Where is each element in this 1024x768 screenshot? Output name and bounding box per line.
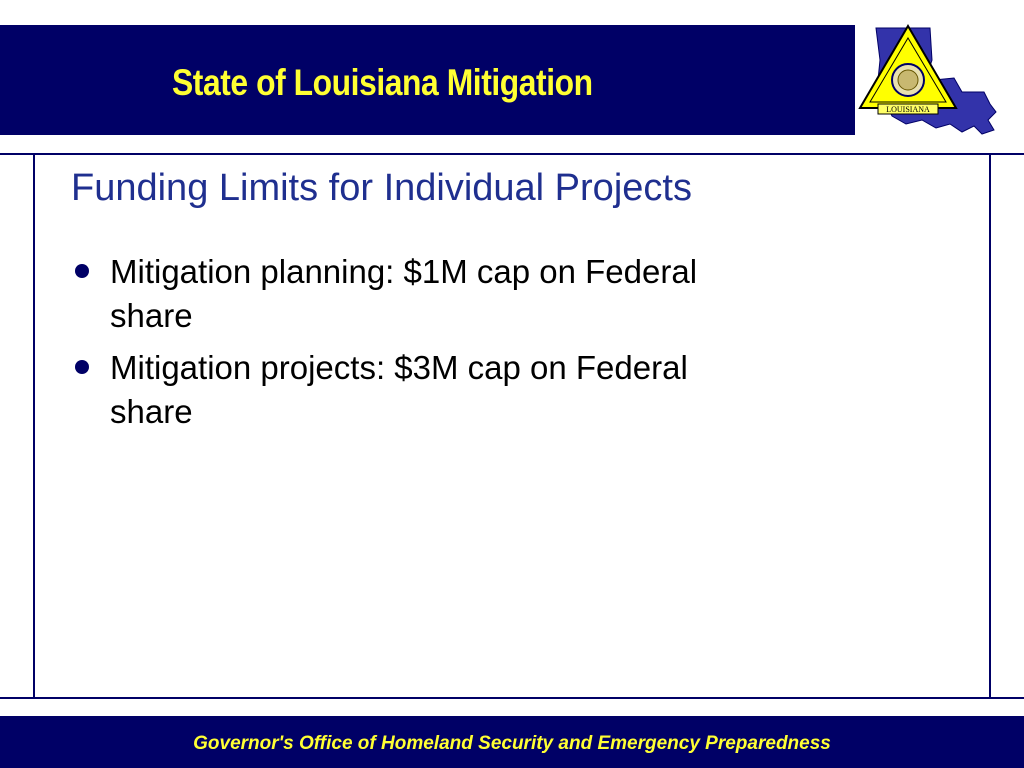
bullet-list (70, 250, 710, 442)
bullet-dot-icon (75, 360, 89, 374)
header-title: State of Louisiana Mitigation (172, 62, 593, 103)
bullet-item (70, 250, 710, 338)
bullet-text: Mitigation projects: $3M cap on Federal share (110, 349, 688, 430)
bullet-item (70, 346, 710, 434)
footer-text: Governor's Office of Homeland Security and Emergency Preparedness (193, 733, 831, 754)
frame-line-bottom (0, 697, 1024, 699)
bullet-text: Mitigation planning: $1M cap on Federal share (110, 253, 698, 334)
logo-banner-text: LOUISIANA (886, 105, 930, 114)
louisiana-logo-icon (858, 20, 1000, 142)
frame-line-left (33, 153, 35, 699)
frame-line-right (989, 153, 991, 699)
frame-line-top (0, 153, 1024, 155)
slide-title: Funding Limits for Individual Projects (71, 167, 692, 209)
bullet-dot-icon (75, 264, 89, 278)
